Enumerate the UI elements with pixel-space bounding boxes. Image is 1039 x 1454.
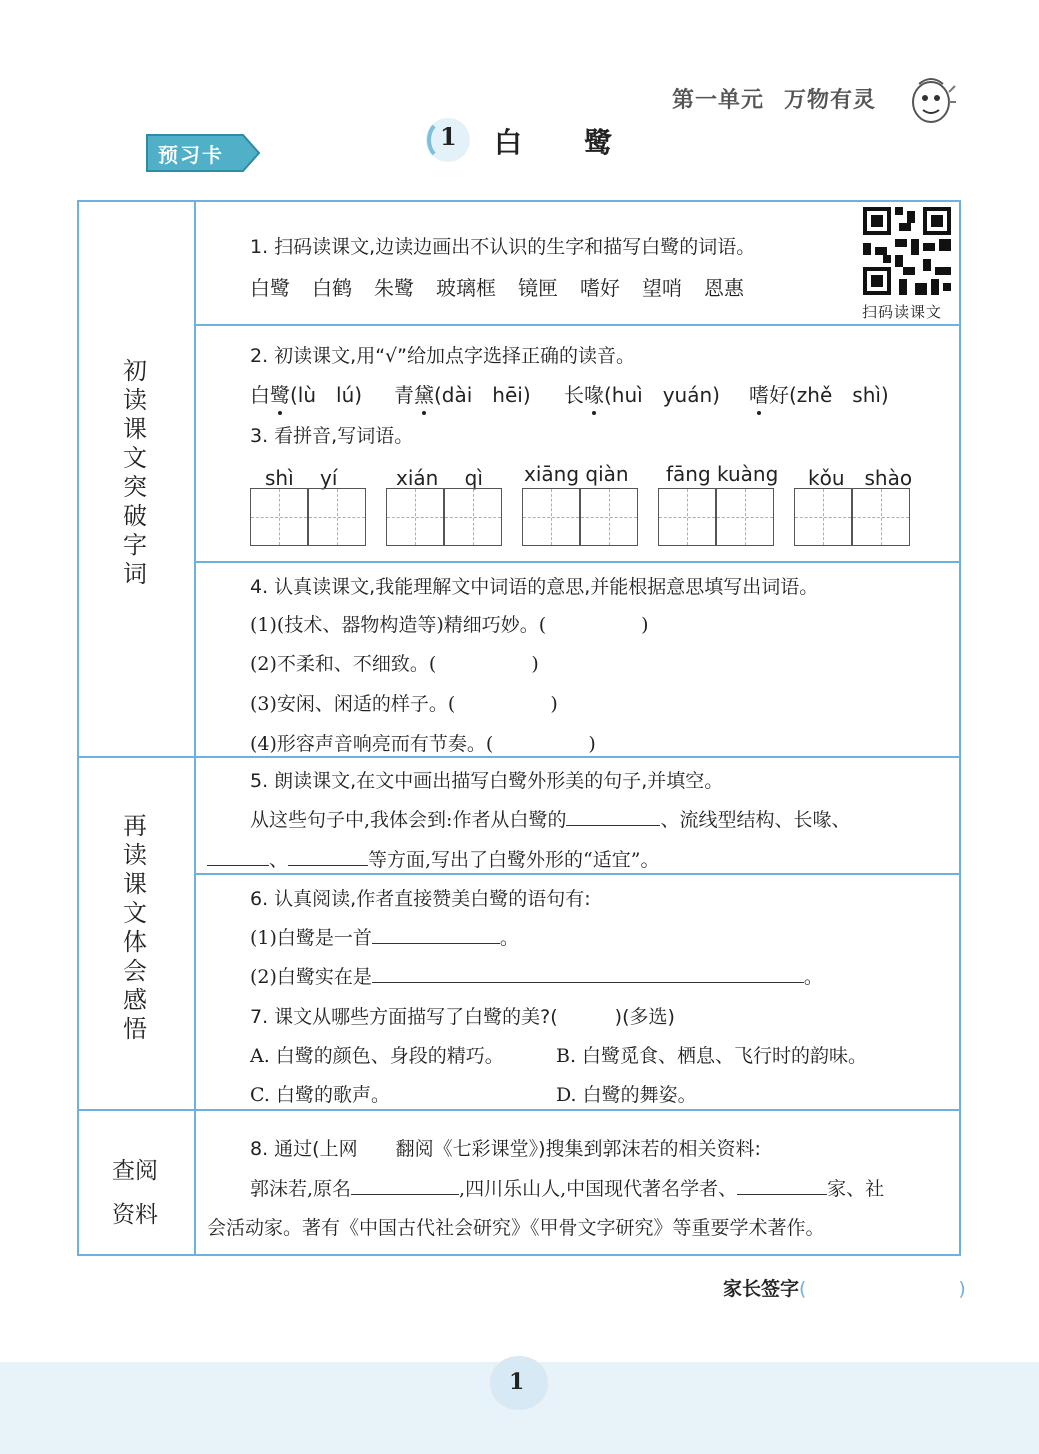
q5-line2: 、 等方面,写出了白鹭外形的“适宜”。 (207, 845, 659, 872)
q2-item: 白鹭(lù lú) (250, 379, 362, 408)
lesson-title: 白鹭 (494, 126, 675, 159)
pinyin-options[interactable]: (huì yuán) (604, 383, 720, 407)
writing-grid-cell[interactable] (522, 488, 580, 546)
dotted-char: 鹭 (270, 379, 290, 408)
page-number: 1 (509, 1369, 525, 1395)
writing-grid-cell[interactable] (250, 488, 308, 546)
writing-grid-cell[interactable] (308, 488, 366, 546)
mascot-icon (905, 72, 957, 130)
fill-blank[interactable] (566, 805, 660, 826)
q7-option-c[interactable]: C. 白鹭的歌声。 (250, 1084, 390, 1106)
q8-line2: 会活动家。著有《中国古代社会研究》《甲骨文字研究》等重要学术著作。 (207, 1217, 825, 1239)
pinyin-label: xián qì (396, 466, 483, 490)
fill-blank[interactable] (288, 845, 368, 866)
word: 白鹤 (312, 276, 352, 300)
writing-grid-cell[interactable] (852, 488, 910, 546)
q7-text: 7. 课文从哪些方面描写了白鹭的美?( )(多选) (250, 1006, 675, 1028)
word: 嗜好 (580, 276, 620, 300)
pinyin-label: xiāng qiàn (524, 462, 629, 486)
row-divider (195, 561, 961, 563)
dotted-char: 黛 (414, 379, 434, 408)
dotted-char: 嗜 (749, 379, 769, 408)
pinyin-label: kǒu shào (808, 466, 913, 490)
q1-text: 1. 扫码读课文,边读边画出不认识的生字和描写白鹭的词语。 (250, 236, 756, 258)
fill-blank[interactable] (737, 1174, 827, 1195)
q5-text: 5. 朗读课文,在文中画出描写白鹭外形美的句子,并填空。 (250, 770, 724, 792)
q2-item: 青黛(dài hēi) (394, 379, 531, 408)
q6-text: 6. 认真阅读,作者直接赞美白鹭的语句有: (250, 888, 591, 910)
word: 镜匣 (518, 276, 558, 300)
answer-paren[interactable]: ( ) (538, 614, 649, 636)
signature-field[interactable]: ( ) (799, 1278, 966, 1300)
fill-blank[interactable] (372, 962, 804, 983)
section-label-research: 查阅资料 (112, 1158, 158, 1228)
pinyin-options[interactable]: (lù lú) (290, 383, 363, 407)
answer-paren[interactable]: ( ) (485, 733, 596, 755)
fill-blank[interactable] (207, 845, 269, 866)
badge-label: 预习卡 (158, 143, 224, 167)
q8-text: 8. 通过(上网 翻阅《七彩课堂》)搜集到郭沫若的相关资料: (250, 1138, 761, 1160)
answer-paren[interactable]: ( ) (428, 653, 539, 675)
word: 望哨 (642, 276, 682, 300)
writing-grid-cell[interactable] (658, 488, 716, 546)
q4-text: 4. 认真读课文,我能理解文中词语的意思,并能根据意思填写出词语。 (250, 576, 819, 598)
writing-grid-cell[interactable] (444, 488, 502, 546)
q7-option-a[interactable]: A. 白鹭的颜色、身段的精巧。 (250, 1045, 504, 1067)
pinyin-options[interactable]: (dài hēi) (434, 383, 531, 407)
q2-item: 嗜好(zhě shì) (749, 379, 889, 408)
word: 朱鹭 (374, 276, 414, 300)
writing-grid-cell[interactable] (386, 488, 444, 546)
word: 白鹭 (250, 276, 290, 300)
q4-item: (1)(技术、器物构造等)精细巧妙。( ) (250, 614, 649, 636)
word: 玻璃框 (436, 276, 496, 300)
q6-item: (2)白鹭实在是 。 (250, 962, 823, 989)
q1-word-list (250, 272, 766, 301)
answer-paren[interactable]: ( ) (447, 693, 558, 715)
word: 恩惠 (704, 276, 744, 300)
q7-option-b[interactable]: B. 白鹭觅食、栖息、飞行时的韵味。 (556, 1045, 868, 1067)
q5-line1: 从这些句子中,我体会到:作者从白鹭的 、流线型结构、长喙、 (250, 805, 850, 832)
fill-blank[interactable] (351, 1174, 459, 1195)
q8-line1: 郭沫若,原名 ,四川乐山人,中国现代著名学者、 家、社 (250, 1174, 884, 1201)
unit-label: 第一单元 (672, 88, 765, 113)
unit-theme: 万物有灵 (784, 88, 877, 113)
lesson-number: 1 (440, 122, 457, 151)
section-label-second-reading: 再读课文 体会感悟 (123, 812, 171, 1043)
q4-item: (4)形容声音响亮而有节奏。( ) (250, 733, 596, 755)
q4-item: (3)安闲、闲适的样子。( ) (250, 693, 558, 715)
section-label-first-reading: 初读课文 突破字词 (123, 357, 171, 588)
dotted-char: 喙 (584, 379, 604, 408)
fill-blank[interactable] (372, 923, 500, 944)
q3-text: 3. 看拼音,写词语。 (250, 425, 414, 447)
qr-caption: 扫码读课文 (862, 303, 943, 321)
pinyin-label: fāng kuàng (666, 462, 779, 486)
q2-item: 长喙(huì yuán) (564, 379, 720, 408)
row-divider (195, 324, 961, 326)
parent-signature: 家长签字( ) (723, 1278, 966, 1300)
pinyin-label: shì yí (265, 466, 338, 490)
writing-grid-cell[interactable] (580, 488, 638, 546)
answer-paren[interactable]: ( ) (550, 1006, 623, 1028)
unit-header (672, 83, 876, 114)
q4-item: (2)不柔和、不细致。( ) (250, 653, 539, 675)
column-divider (194, 200, 196, 1256)
q2-text: 2. 初读课文,用“√”给加点字选择正确的读音。 (250, 345, 636, 367)
section-divider (77, 756, 961, 758)
row-divider (195, 873, 961, 875)
q7-option-d[interactable]: D. 白鹭的舞姿。 (556, 1084, 697, 1106)
section-divider (77, 1109, 961, 1111)
pinyin-options[interactable]: (zhě shì) (789, 383, 889, 407)
writing-grid-cell[interactable] (716, 488, 774, 546)
qr-code-icon[interactable] (863, 207, 951, 295)
writing-grid-cell[interactable] (794, 488, 852, 546)
q6-item: (1)白鹭是一首 。 (250, 923, 519, 950)
